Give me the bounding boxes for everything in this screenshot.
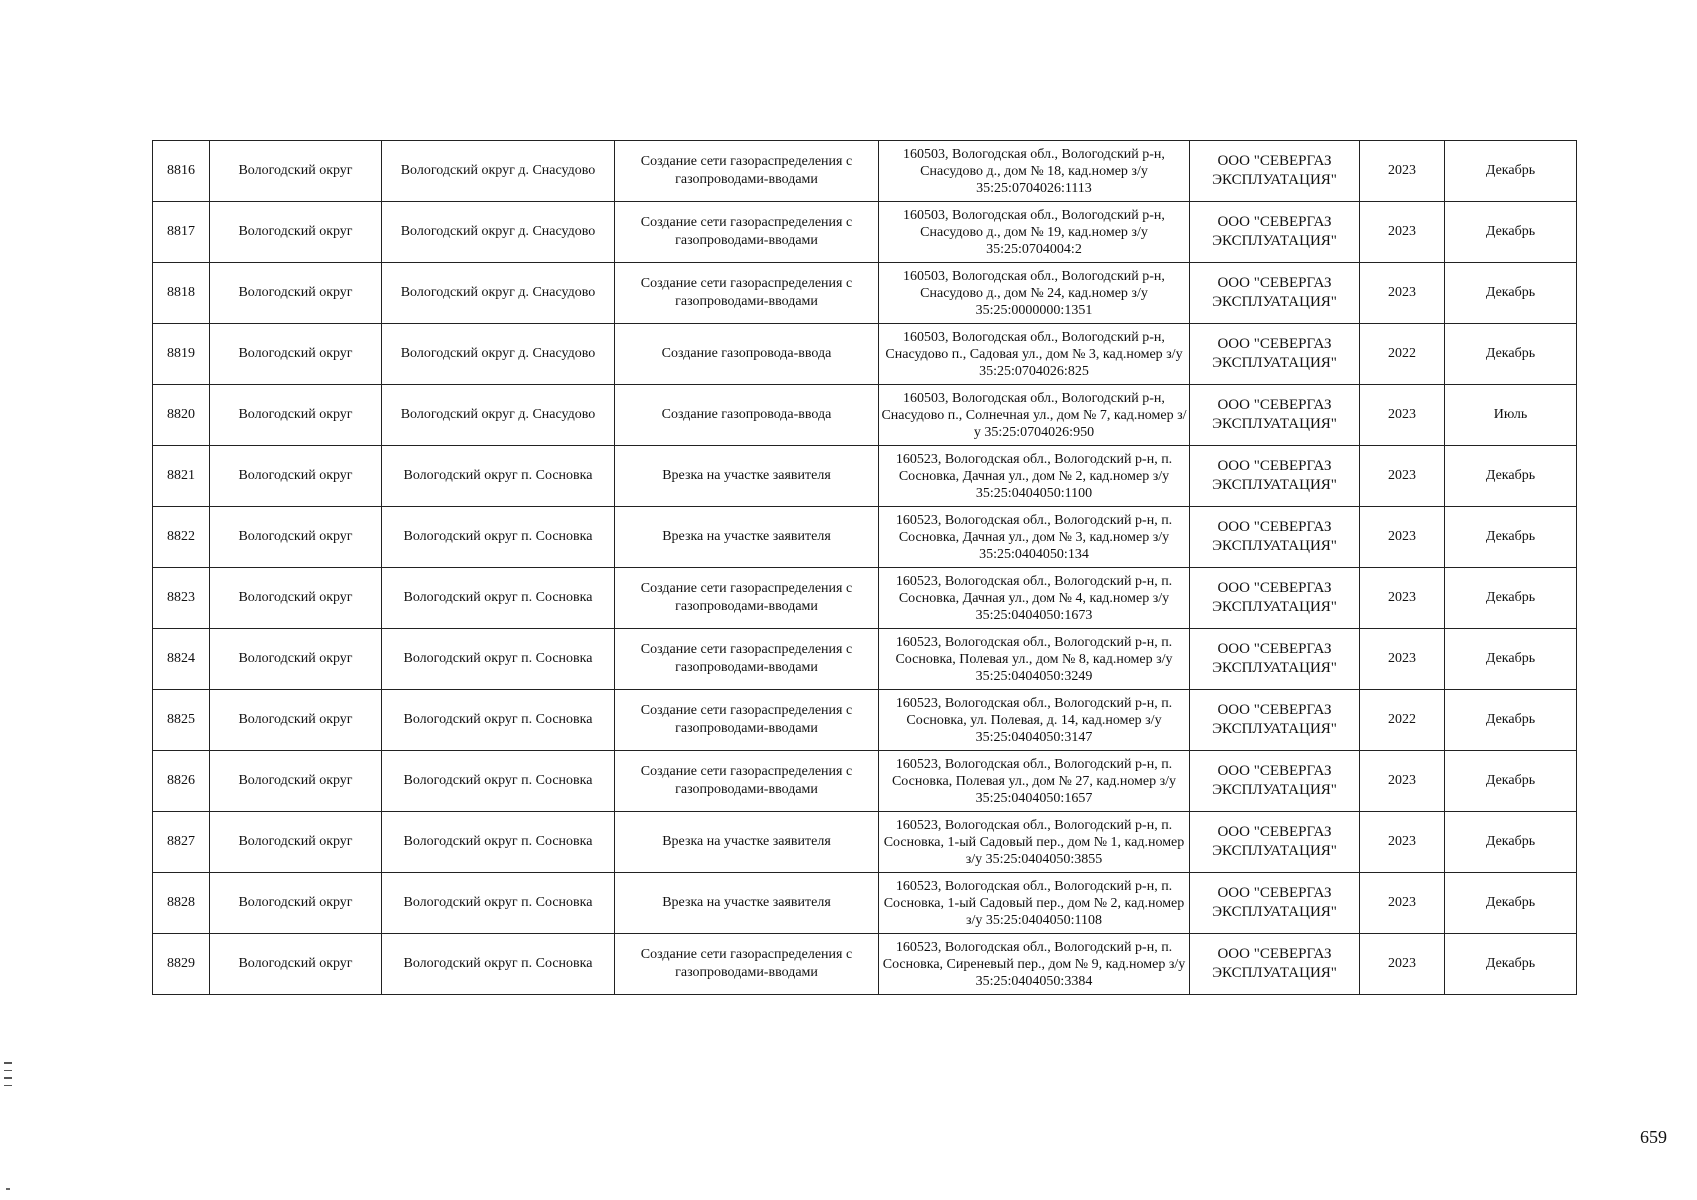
year-cell: 2023 — [1360, 812, 1445, 873]
locality-cell: Вологодский округ п. Сосновка — [382, 873, 615, 934]
month-cell: Декабрь — [1445, 507, 1577, 568]
year-cell: 2023 — [1360, 568, 1445, 629]
address-cell: 160523, Вологодская обл., Вологодский р-н, п. Сосновка, Дачная ул., дом № 3, кад.номер з/у 35:25:0404050:134 — [879, 507, 1190, 568]
row-number-cell: 8818 — [153, 263, 210, 324]
district-cell: Вологодский округ — [210, 324, 382, 385]
organization-cell: ООО "СЕВЕРГАЗ ЭКСПЛУАТАЦИЯ" — [1190, 446, 1360, 507]
month-cell: Декабрь — [1445, 446, 1577, 507]
row-number-cell: 8821 — [153, 446, 210, 507]
binding-marks — [4, 1062, 12, 1100]
table-row — [153, 141, 1577, 202]
district-cell: Вологодский округ — [210, 446, 382, 507]
year-cell: 2022 — [1360, 690, 1445, 751]
locality-cell: Вологодский округ п. Сосновка — [382, 629, 615, 690]
year-cell: 2023 — [1360, 263, 1445, 324]
gasification-table — [152, 140, 1577, 995]
locality-cell: Вологодский округ д. Снасудово — [382, 324, 615, 385]
table-row — [153, 507, 1577, 568]
organization-cell: ООО "СЕВЕРГАЗ ЭКСПЛУАТАЦИЯ" — [1190, 690, 1360, 751]
year-cell: 2023 — [1360, 629, 1445, 690]
table-row — [153, 202, 1577, 263]
binding-mark — [4, 1077, 12, 1079]
month-cell: Декабрь — [1445, 690, 1577, 751]
address-cell: 160523, Вологодская обл., Вологодский р-н, п. Сосновка, Полевая ул., дом № 8, кад.номер з/у 35:25:0404050:3249 — [879, 629, 1190, 690]
work-type-cell: Создание сети газораспределения с газопроводами-вводами — [615, 934, 879, 995]
district-cell: Вологодский округ — [210, 690, 382, 751]
address-cell: 160503, Вологодская обл., Вологодский р-н, Снасудово д., дом № 24, кад.номер з/у 35:25:0000000:1351 — [879, 263, 1190, 324]
month-cell: Декабрь — [1445, 751, 1577, 812]
organization-cell: ООО "СЕВЕРГАЗ ЭКСПЛУАТАЦИЯ" — [1190, 568, 1360, 629]
work-type-cell: Врезка на участке заявителя — [615, 446, 879, 507]
organization-cell: ООО "СЕВЕРГАЗ ЭКСПЛУАТАЦИЯ" — [1190, 263, 1360, 324]
locality-cell: Вологодский округ п. Сосновка — [382, 507, 615, 568]
row-number-cell: 8825 — [153, 690, 210, 751]
work-type-cell: Врезка на участке заявителя — [615, 873, 879, 934]
work-type-cell: Врезка на участке заявителя — [615, 507, 879, 568]
binding-mark — [4, 1062, 12, 1064]
address-cell: 160523, Вологодская обл., Вологодский р-н, п. Сосновка, 1-ый Садовый пер., дом № 2, кад.номер з/у 35:25:0404050:1108 — [879, 873, 1190, 934]
table-row — [153, 324, 1577, 385]
table-row — [153, 934, 1577, 995]
year-cell: 2023 — [1360, 934, 1445, 995]
district-cell: Вологодский округ — [210, 934, 382, 995]
organization-cell: ООО "СЕВЕРГАЗ ЭКСПЛУАТАЦИЯ" — [1190, 751, 1360, 812]
organization-cell: ООО "СЕВЕРГАЗ ЭКСПЛУАТАЦИЯ" — [1190, 629, 1360, 690]
table-row — [153, 568, 1577, 629]
district-cell: Вологодский округ — [210, 385, 382, 446]
month-cell: Декабрь — [1445, 934, 1577, 995]
work-type-cell: Создание сети газораспределения с газопроводами-вводами — [615, 263, 879, 324]
district-cell: Вологодский округ — [210, 263, 382, 324]
row-number-cell: 8822 — [153, 507, 210, 568]
locality-cell: Вологодский округ п. Сосновка — [382, 446, 615, 507]
work-type-cell: Создание сети газораспределения с газопроводами-вводами — [615, 141, 879, 202]
work-type-cell: Врезка на участке заявителя — [615, 812, 879, 873]
month-cell: Июль — [1445, 385, 1577, 446]
work-type-cell: Создание сети газораспределения с газопроводами-вводами — [615, 202, 879, 263]
work-type-cell: Создание газопровода-ввода — [615, 324, 879, 385]
row-number-cell: 8824 — [153, 629, 210, 690]
address-cell: 160523, Вологодская обл., Вологодский р-н, п. Сосновка, Дачная ул., дом № 2, кад.номер з/у 35:25:0404050:1100 — [879, 446, 1190, 507]
table-row — [153, 812, 1577, 873]
locality-cell: Вологодский округ д. Снасудово — [382, 385, 615, 446]
year-cell: 2023 — [1360, 507, 1445, 568]
address-cell: 160523, Вологодская обл., Вологодский р-н, п. Сосновка, Дачная ул., дом № 4, кад.номер з/у 35:25:0404050:1673 — [879, 568, 1190, 629]
address-cell: 160523, Вологодская обл., Вологодский р-н, п. Сосновка, 1-ый Садовый пер., дом № 1, кад.номер з/у 35:25:0404050:3855 — [879, 812, 1190, 873]
work-type-cell: Создание сети газораспределения с газопроводами-вводами — [615, 751, 879, 812]
month-cell: Декабрь — [1445, 629, 1577, 690]
year-cell: 2023 — [1360, 202, 1445, 263]
address-cell: 160503, Вологодская обл., Вологодский р-н, Снасудово д., дом № 18, кад.номер з/у 35:25:0704026:1113 — [879, 141, 1190, 202]
work-type-cell: Создание газопровода-ввода — [615, 385, 879, 446]
year-cell: 2023 — [1360, 385, 1445, 446]
table-row — [153, 629, 1577, 690]
district-cell: Вологодский округ — [210, 202, 382, 263]
table-row — [153, 690, 1577, 751]
work-type-cell: Создание сети газораспределения с газопроводами-вводами — [615, 690, 879, 751]
year-cell: 2023 — [1360, 873, 1445, 934]
scan-speck — [6, 1188, 10, 1190]
district-cell: Вологодский округ — [210, 507, 382, 568]
organization-cell: ООО "СЕВЕРГАЗ ЭКСПЛУАТАЦИЯ" — [1190, 202, 1360, 263]
organization-cell: ООО "СЕВЕРГАЗ ЭКСПЛУАТАЦИЯ" — [1190, 141, 1360, 202]
locality-cell: Вологодский округ д. Снасудово — [382, 141, 615, 202]
locality-cell: Вологодский округ п. Сосновка — [382, 812, 615, 873]
month-cell: Декабрь — [1445, 263, 1577, 324]
row-number-cell: 8829 — [153, 934, 210, 995]
locality-cell: Вологодский округ п. Сосновка — [382, 568, 615, 629]
row-number-cell: 8826 — [153, 751, 210, 812]
address-cell: 160503, Вологодская обл., Вологодский р-н, Снасудово п., Солнечная ул., дом № 7, кад.номер з/у 35:25:0704026:950 — [879, 385, 1190, 446]
table-row — [153, 446, 1577, 507]
table-row — [153, 873, 1577, 934]
organization-cell: ООО "СЕВЕРГАЗ ЭКСПЛУАТАЦИЯ" — [1190, 507, 1360, 568]
month-cell: Декабрь — [1445, 324, 1577, 385]
row-number-cell: 8823 — [153, 568, 210, 629]
page-number: 659 — [1640, 1127, 1667, 1147]
year-cell: 2023 — [1360, 446, 1445, 507]
row-number-cell: 8817 — [153, 202, 210, 263]
table-row — [153, 385, 1577, 446]
locality-cell: Вологодский округ п. Сосновка — [382, 690, 615, 751]
district-cell: Вологодский округ — [210, 568, 382, 629]
district-cell: Вологодский округ — [210, 873, 382, 934]
work-type-cell: Создание сети газораспределения с газопроводами-вводами — [615, 629, 879, 690]
district-cell: Вологодский округ — [210, 629, 382, 690]
district-cell: Вологодский округ — [210, 141, 382, 202]
organization-cell: ООО "СЕВЕРГАЗ ЭКСПЛУАТАЦИЯ" — [1190, 873, 1360, 934]
locality-cell: Вологодский округ п. Сосновка — [382, 934, 615, 995]
table-row — [153, 263, 1577, 324]
organization-cell: ООО "СЕВЕРГАЗ ЭКСПЛУАТАЦИЯ" — [1190, 812, 1360, 873]
locality-cell: Вологодский округ д. Снасудово — [382, 263, 615, 324]
address-cell: 160523, Вологодская обл., Вологодский р-н, п. Сосновка, Сиреневый пер., дом № 9, кад.номер з/у 35:25:0404050:3384 — [879, 934, 1190, 995]
year-cell: 2023 — [1360, 141, 1445, 202]
district-cell: Вологодский округ — [210, 812, 382, 873]
locality-cell: Вологодский округ д. Снасудово — [382, 202, 615, 263]
address-cell: 160503, Вологодская обл., Вологодский р-н, Снасудово п., Садовая ул., дом № 3, кад.номер з/у 35:25:0704026:825 — [879, 324, 1190, 385]
organization-cell: ООО "СЕВЕРГАЗ ЭКСПЛУАТАЦИЯ" — [1190, 934, 1360, 995]
organization-cell: ООО "СЕВЕРГАЗ ЭКСПЛУАТАЦИЯ" — [1190, 324, 1360, 385]
month-cell: Декабрь — [1445, 812, 1577, 873]
address-cell: 160523, Вологодская обл., Вологодский р-н, п. Сосновка, ул. Полевая, д. 14, кад.номер з/у 35:25:0404050:3147 — [879, 690, 1190, 751]
binding-mark — [4, 1070, 12, 1072]
organization-cell: ООО "СЕВЕРГАЗ ЭКСПЛУАТАЦИЯ" — [1190, 385, 1360, 446]
address-cell: 160503, Вологодская обл., Вологодский р-н, Снасудово д., дом № 19, кад.номер з/у 35:25:0704004:2 — [879, 202, 1190, 263]
binding-mark — [4, 1085, 12, 1087]
month-cell: Декабрь — [1445, 202, 1577, 263]
row-number-cell: 8816 — [153, 141, 210, 202]
district-cell: Вологодский округ — [210, 751, 382, 812]
address-cell: 160523, Вологодская обл., Вологодский р-н, п. Сосновка, Полевая ул., дом № 27, кад.номер з/у 35:25:0404050:1657 — [879, 751, 1190, 812]
row-number-cell: 8820 — [153, 385, 210, 446]
month-cell: Декабрь — [1445, 568, 1577, 629]
row-number-cell: 8828 — [153, 873, 210, 934]
row-number-cell: 8819 — [153, 324, 210, 385]
locality-cell: Вологодский округ п. Сосновка — [382, 751, 615, 812]
table-body — [153, 141, 1577, 995]
table-row — [153, 751, 1577, 812]
month-cell: Декабрь — [1445, 873, 1577, 934]
year-cell: 2022 — [1360, 324, 1445, 385]
month-cell: Декабрь — [1445, 141, 1577, 202]
year-cell: 2023 — [1360, 751, 1445, 812]
row-number-cell: 8827 — [153, 812, 210, 873]
work-type-cell: Создание сети газораспределения с газопроводами-вводами — [615, 568, 879, 629]
